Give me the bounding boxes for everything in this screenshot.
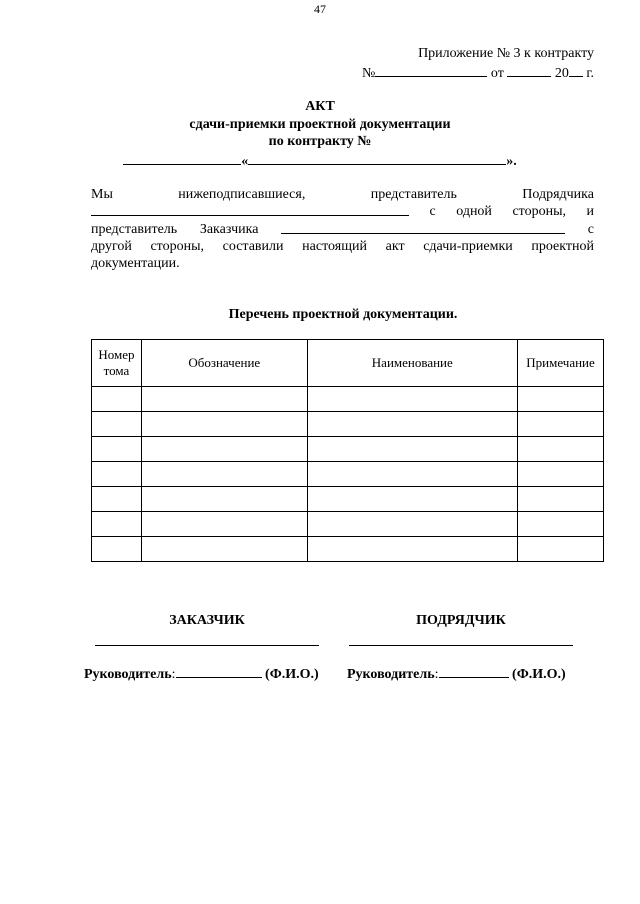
word: стороны, bbox=[512, 204, 566, 219]
table-cell bbox=[92, 437, 142, 462]
word: Заказчика bbox=[199, 222, 259, 237]
word: Мы bbox=[91, 187, 113, 202]
word: и bbox=[586, 204, 594, 219]
contractor-title: ПОДРЯДЧИК bbox=[416, 613, 506, 628]
customer-rep-blank bbox=[281, 221, 565, 234]
column-header: Обозначение bbox=[141, 340, 307, 387]
column-header: Примечание bbox=[518, 340, 604, 387]
table-row bbox=[92, 487, 604, 512]
table-cell bbox=[92, 462, 142, 487]
table-cell bbox=[518, 437, 604, 462]
docs-table bbox=[91, 339, 604, 562]
paragraph-line bbox=[91, 238, 594, 256]
table-row bbox=[92, 537, 604, 562]
table-cell bbox=[141, 512, 307, 537]
appendix-line: Приложение № 3 к контракту bbox=[418, 46, 594, 61]
word: нижеподписавшиеся, bbox=[178, 187, 306, 202]
page-number: 47 bbox=[314, 2, 326, 16]
word: представитель bbox=[91, 222, 178, 237]
head-label: Руководитель bbox=[347, 667, 435, 682]
table-cell bbox=[518, 512, 604, 537]
fio-label: (Ф.И.О.) bbox=[265, 667, 319, 682]
table-cell bbox=[518, 387, 604, 412]
appendix-contract-ref bbox=[362, 64, 594, 82]
word: одной bbox=[456, 204, 492, 219]
word: стороны, bbox=[150, 239, 205, 254]
table-cell bbox=[92, 387, 142, 412]
project-prefix-blank bbox=[123, 152, 241, 165]
date-blank bbox=[507, 64, 551, 77]
table-cell bbox=[141, 537, 307, 562]
year-suffix: г. bbox=[586, 66, 594, 81]
table-cell bbox=[307, 487, 517, 512]
table-row bbox=[92, 387, 604, 412]
paragraph-line bbox=[91, 221, 594, 239]
list-heading: Перечень проектной документации. bbox=[228, 307, 458, 322]
table-cell bbox=[92, 487, 142, 512]
document-project-name bbox=[0, 152, 640, 170]
colon: : bbox=[434, 667, 439, 682]
customer-head-signature bbox=[84, 665, 319, 683]
table-cell bbox=[92, 537, 142, 562]
word: проектной bbox=[531, 239, 594, 254]
word: представитель bbox=[370, 187, 457, 202]
table-row bbox=[92, 437, 604, 462]
table-cell bbox=[307, 512, 517, 537]
table-cell bbox=[141, 462, 307, 487]
document-title: АКТ bbox=[305, 99, 335, 114]
colon: : bbox=[171, 667, 176, 682]
table-row bbox=[92, 512, 604, 537]
project-name-blank bbox=[248, 152, 506, 165]
document-contract-ref: по контракту № bbox=[268, 134, 372, 149]
quote-open: « bbox=[241, 154, 249, 169]
table-cell bbox=[307, 412, 517, 437]
table-cell bbox=[307, 437, 517, 462]
contractor-signature-blank bbox=[439, 665, 509, 678]
table-cell bbox=[518, 487, 604, 512]
table-cell bbox=[141, 437, 307, 462]
word: акт bbox=[385, 239, 405, 254]
word: с bbox=[587, 222, 594, 237]
contractor-head-signature bbox=[347, 665, 566, 683]
customer-title: ЗАКАЗЧИК bbox=[169, 613, 245, 628]
table-cell bbox=[92, 512, 142, 537]
quote-close: ». bbox=[506, 154, 517, 169]
word: другой bbox=[91, 239, 132, 254]
paragraph-line bbox=[91, 186, 594, 204]
word: с bbox=[429, 204, 436, 219]
table-cell bbox=[141, 487, 307, 512]
word: сдачи-приемки bbox=[423, 239, 513, 254]
contract-number-blank bbox=[375, 64, 487, 77]
table-header-row bbox=[92, 340, 604, 387]
customer-org-line bbox=[95, 645, 319, 646]
column-header: Номер тома bbox=[92, 340, 142, 387]
from-label: от bbox=[490, 66, 504, 81]
paragraph-line: документации. bbox=[91, 256, 180, 271]
head-label: Руководитель bbox=[84, 667, 172, 682]
paragraph-line bbox=[91, 203, 594, 221]
table-cell bbox=[518, 462, 604, 487]
table-row bbox=[92, 412, 604, 437]
table-cell bbox=[307, 462, 517, 487]
word: Подрядчика bbox=[522, 187, 594, 202]
table-cell bbox=[92, 412, 142, 437]
document-subtitle: сдачи-приемки проектной документации bbox=[189, 117, 451, 132]
contractor-org-line bbox=[349, 645, 573, 646]
fio-label: (Ф.И.О.) bbox=[512, 667, 566, 682]
year-blank bbox=[569, 64, 583, 77]
table-cell bbox=[518, 537, 604, 562]
column-header: Наименование bbox=[307, 340, 517, 387]
table-cell bbox=[141, 387, 307, 412]
number-sign: № bbox=[362, 66, 376, 81]
table-cell bbox=[307, 537, 517, 562]
word: настоящий bbox=[302, 239, 367, 254]
word: составили bbox=[222, 239, 284, 254]
table-cell bbox=[141, 412, 307, 437]
contractor-rep-blank bbox=[91, 203, 409, 216]
year-prefix: 20 bbox=[554, 66, 569, 81]
customer-signature-blank bbox=[176, 665, 262, 678]
table-cell bbox=[518, 412, 604, 437]
table-row bbox=[92, 462, 604, 487]
table-cell bbox=[307, 387, 517, 412]
